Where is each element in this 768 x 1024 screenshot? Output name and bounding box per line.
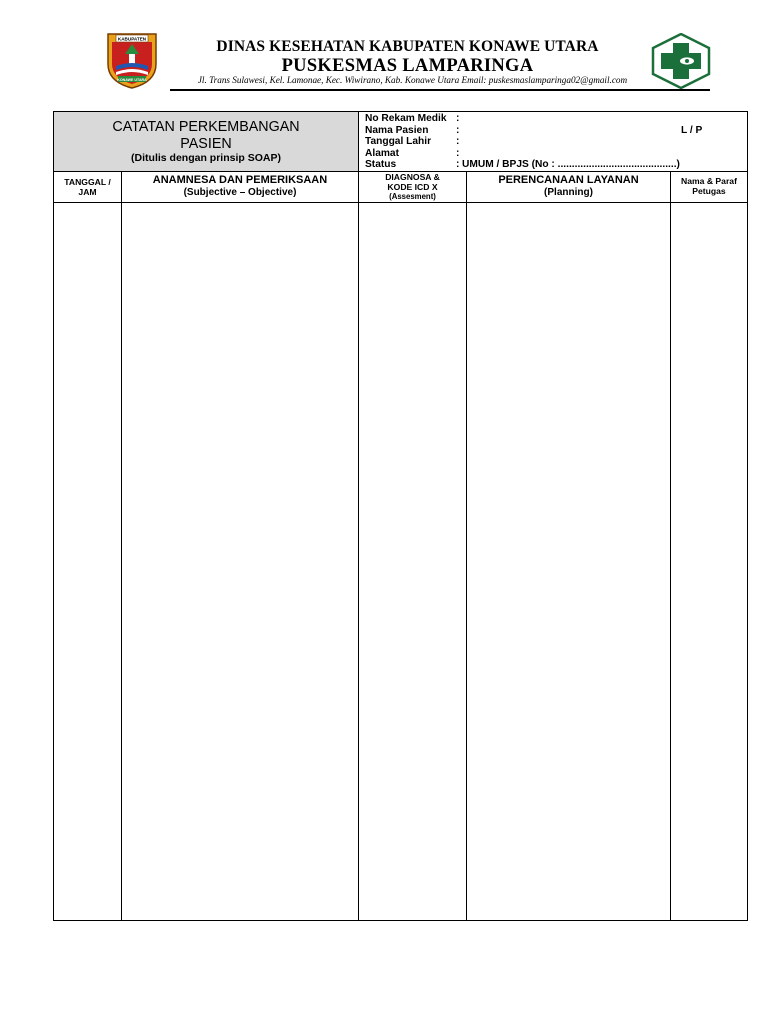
date-time-cell[interactable]	[54, 203, 121, 919]
status-value[interactable]: UMUM / BPJS (No : ..........................................)	[462, 159, 680, 170]
planning-cell[interactable]	[467, 203, 670, 919]
column-header-diagnosis: DIAGNOSA & KODE ICD X (Assesment)	[385, 172, 440, 201]
column-header-date-time: TANGGAL / JAM	[64, 177, 111, 197]
clinic-address: Jl. Trans Sulawesi, Kel. Lamonae, Kec. Wiwirano, Kab. Konawe Utara Email: puskesmaslamparinga02@gmail.com	[197, 75, 628, 85]
agency-name: DINAS KESEHATAN KABUPATEN KONAWE UTARA	[216, 38, 599, 55]
clinic-name: PUSKESMAS LAMPARINGA	[281, 56, 534, 76]
form-subtitle: (Ditulis dengan prinsip SOAP)	[131, 152, 281, 164]
patient-progress-form	[53, 111, 748, 921]
officer-signature-cell[interactable]	[671, 203, 747, 919]
column-header-planning: PERENCANAAN LAYANAN (Planning)	[498, 174, 639, 198]
anamnesis-cell[interactable]	[122, 203, 358, 919]
letterhead	[0, 0, 768, 100]
crest-bottom-text: KONAWE UTARA	[117, 77, 147, 82]
gender-option[interactable]: L / P	[681, 125, 703, 136]
column-header-officer: Nama & Paraf Petugas	[681, 176, 737, 196]
patient-info: No Rekam Medik : Nama Pasien : Tanggal Lahir : Alamat : Status : UMUM / BPJS (No : ..........................................) L / P	[365, 113, 703, 170]
form-title-cell	[54, 112, 359, 171]
letterhead-divider	[170, 89, 710, 91]
diagnosis-cell[interactable]	[359, 203, 466, 919]
puskesmas-cross-icon	[651, 33, 711, 89]
form-title: CATATAN PERKEMBANGAN PASIEN	[112, 119, 300, 152]
column-header-anamnesis: ANAMNESA DAN PEMERIKSAAN (Subjective – Objective)	[152, 174, 328, 198]
crest-top-text: KABUPATEN	[117, 36, 147, 42]
